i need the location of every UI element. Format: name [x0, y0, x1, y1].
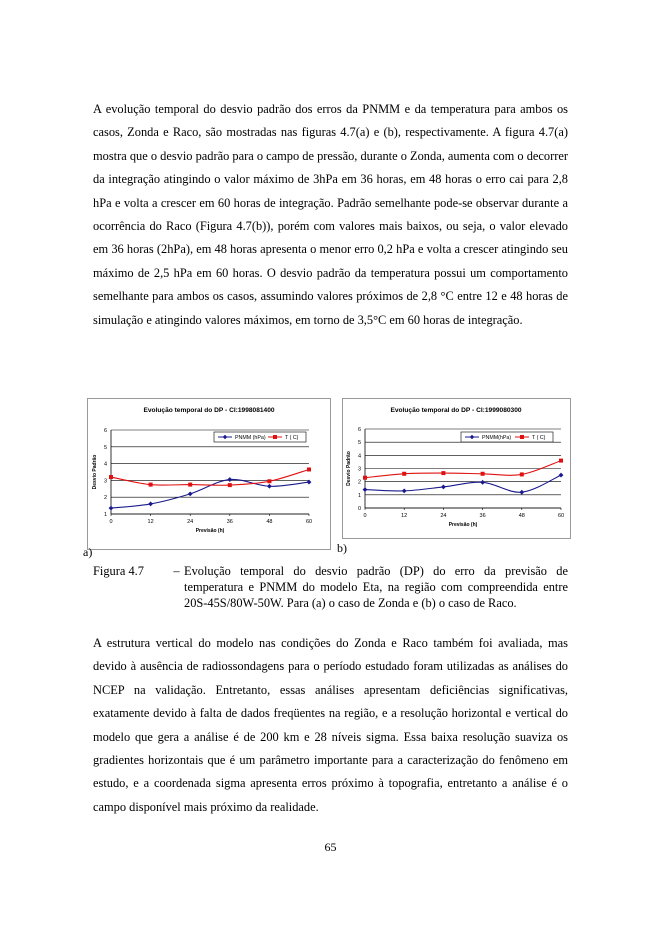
y-tick-label: 2	[103, 495, 107, 502]
series-point-2	[228, 483, 232, 487]
x-tick-label: 0	[363, 513, 367, 519]
x-tick-label: 24	[187, 519, 194, 525]
caption-dash: –	[173, 564, 180, 578]
chart-a-svg	[88, 399, 330, 549]
y-tick-label: 6	[357, 427, 361, 433]
y-axis-label: Desvio Padrão	[92, 454, 98, 490]
x-axis-label: Previsão (h)	[195, 528, 225, 534]
series-point-1	[441, 485, 446, 490]
chart-a	[87, 398, 331, 550]
legend-marker-2	[273, 435, 277, 439]
legend-label-1: PNMM (hPa)	[235, 435, 266, 441]
chart-title: Evolução temporal do DP - CI:1999080300	[390, 407, 522, 414]
series-point-2	[520, 472, 524, 476]
series-point-2	[363, 476, 367, 480]
series-point-1	[148, 502, 153, 507]
x-tick-label: 60	[557, 513, 565, 519]
chart-b-svg	[343, 399, 570, 538]
y-tick-label: 1	[357, 492, 361, 499]
y-tick-label: 6	[103, 428, 107, 434]
y-tick-label: 4	[103, 461, 107, 468]
subfigure-label-a: a)	[83, 545, 93, 559]
y-tick-label: 4	[357, 453, 361, 460]
x-tick-label: 48	[266, 519, 273, 525]
caption-text: Evolução temporal do desvio padrão (DP) do erro da previsão de temperatura e PNMM do modelo Eta, na região com compreendida entre 20S-45S/80W-50W. Para (a) o caso de Zonda e (b) o caso de Raco.	[184, 564, 568, 610]
y-tick-label: 2	[357, 479, 361, 486]
series-point-1	[559, 473, 564, 478]
series-point-1	[188, 491, 193, 496]
y-tick-label: 3	[357, 466, 361, 473]
series-point-1	[267, 484, 272, 489]
subfigure-label-b: b)	[337, 541, 347, 555]
series-point-1	[402, 488, 407, 493]
series-point-2	[267, 479, 271, 483]
y-tick-label: 5	[103, 444, 107, 451]
series-point-2	[559, 459, 563, 463]
series-point-2	[307, 467, 311, 471]
legend-marker-2	[520, 435, 524, 439]
y-tick-label: 3	[103, 478, 107, 485]
figure-caption	[93, 563, 568, 611]
chart-title: Evolução temporal do DP - CI:1998081400	[143, 407, 275, 414]
series-point-1	[363, 487, 368, 492]
series-point-2	[149, 483, 153, 487]
x-tick-label: 24	[440, 513, 447, 519]
series-point-2	[109, 475, 113, 479]
y-tick-label: 0	[357, 506, 361, 512]
series-line-2	[111, 469, 309, 485]
body-paragraph-2: A estrutura vertical do modelo nas condições do Zonda e Raco também foi avaliada, mas devido à ausência de radiossondagens para o período estudado foram utilizadas as análises do NCEP na validação. Entretanto, essas análises apresentam deficiências significativas, exatamente devido à falta de dados freqüentes na região, e a resolução horizontal e vertical do modelo que gera a análise é de 200 km e 28 níveis sigma. Essa baixa resolução suaviza os gradientes horizontais que é um parâmetro importante para a caracterização do fenômeno em estudo, e a coordenada sigma apresenta erros próximo à topografia, entretanto a análise é o campo disponível mais próximo da realidade.	[93, 636, 568, 814]
y-axis-label: Desvio Padrão	[346, 451, 352, 486]
x-tick-label: 12	[147, 519, 154, 525]
legend-label-2: T ( C)	[532, 435, 546, 441]
series-line-2	[365, 461, 561, 478]
series-line-1	[365, 475, 561, 492]
series-point-1	[227, 477, 232, 482]
x-axis-label: Previsão (h)	[448, 522, 478, 528]
y-tick-label: 1	[103, 512, 107, 518]
series-point-1	[480, 480, 485, 485]
page-number: 65	[324, 840, 337, 854]
x-tick-label: 48	[518, 513, 525, 519]
x-tick-label: 36	[479, 513, 486, 519]
chart-b	[342, 398, 571, 539]
body-paragraph-1: A evolução temporal do desvio padrão dos erros da PNMM e da temperatura para ambos os casos, Zonda e Raco, são mostradas nas figuras 4.7(a) e (b), respectivamente. A figura 4.7(a) mostra que o desvio padrão para o campo de pressão, durante o Zonda, aumenta com o decorrer da integração atingindo o valor máximo de 3hPa em 36 horas, em 48 horas o erro cai para 2,8 hPa e volta a crescer em 60 horas de integração. Padrão semelhante pode-se observar durante a ocorrência do Raco (Figura 4.7(b)), porém com valores mais baixos, ou seja, o valor elevado em 36 horas (2hPa), em 48 horas apresenta o menor erro 0,2 hPa e volta a crescer atingindo seu máximo de 2,5 hPa em 60 horas. O desvio padrão da temperatura possui um comportamento semelhante para ambos os casos, assumindo valores próximos de 2,8 °C entre 12 e 48 horas de simulação e atingindo valores máximos, em torno de 3,5°C em 60 horas de integração.	[93, 102, 568, 327]
legend-label-1: PNMM(hPa)	[482, 435, 512, 441]
y-tick-label: 5	[357, 440, 361, 447]
series-point-2	[188, 483, 192, 487]
series-point-2	[441, 471, 445, 475]
x-tick-label: 36	[226, 519, 233, 525]
series-point-2	[481, 472, 485, 476]
series-point-1	[519, 490, 524, 495]
legend-label-2: T ( C)	[285, 435, 299, 441]
series-point-1	[109, 506, 114, 511]
x-tick-label: 12	[401, 513, 408, 519]
caption-number: Figura 4.7	[93, 564, 144, 578]
x-tick-label: 60	[305, 519, 313, 525]
x-tick-label: 0	[109, 519, 113, 525]
series-point-2	[402, 472, 406, 476]
